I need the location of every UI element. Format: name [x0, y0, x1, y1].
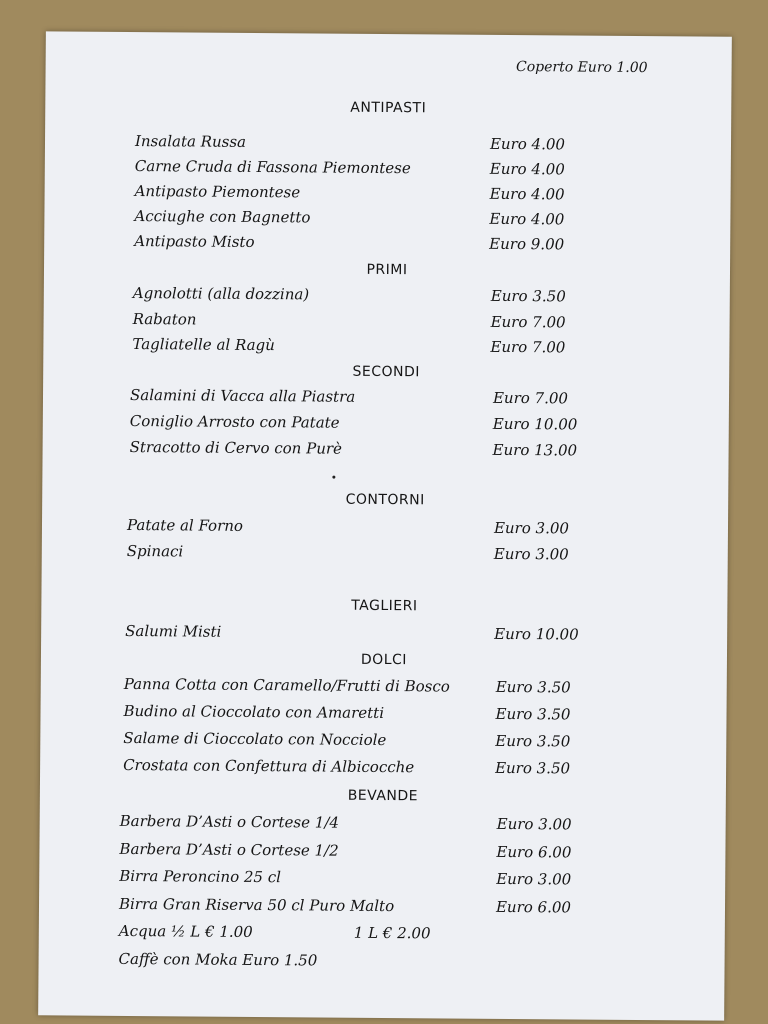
- menu-item-name: Budino al Cioccolato con Amaretti: [123, 701, 385, 722]
- menu-item-name: Caffè con Moka Euro 1.50: [118, 949, 318, 969]
- menu-item-price: Euro 4.00: [489, 159, 565, 179]
- menu-item-name: Panna Cotta con Caramello/Frutti di Bosco: [123, 674, 450, 696]
- section-contorni: CONTORNI: [345, 491, 425, 509]
- menu-item-name: Antipasto Misto: [134, 232, 255, 251]
- menu-item-price: Euro 10.00: [492, 414, 578, 434]
- stray-dot: [332, 476, 335, 479]
- section-antipasti: ANTIPASTI: [350, 99, 427, 117]
- menu-item-name: Insalata Russa: [134, 132, 247, 151]
- menu-item-name: Spinaci: [126, 541, 184, 561]
- section-taglieri: TAGLIERI: [351, 597, 418, 615]
- menu-item-name: Tagliatelle al Ragù: [132, 335, 275, 355]
- menu-item-name: Agnolotti (alla dozzina): [132, 284, 310, 304]
- section-dolci: DOLCI: [360, 651, 408, 669]
- menu-item-name: Crostata con Confettura di Albicocche: [123, 755, 415, 777]
- menu-item-name: Birra Gran Riserva 50 cl Puro Malto: [118, 894, 395, 915]
- menu-item-name: Coniglio Arrosto con Patate: [129, 411, 340, 432]
- menu-item-price: Euro 3.00: [496, 814, 572, 834]
- menu-item-name: Salumi Misti: [125, 621, 222, 641]
- menu-item-name: Salame di Cioccolato con Nocciole: [123, 728, 387, 750]
- menu-item-name: Antipasto Piemontese: [134, 182, 301, 202]
- menu-item-price: Euro 3.50: [495, 677, 571, 697]
- menu-item-price: Euro 3.50: [495, 731, 571, 751]
- menu-item-name: Barbera D’Asti o Cortese 1/2: [119, 839, 339, 860]
- section-primi: PRIMI: [366, 261, 408, 279]
- menu-item-name: Carne Cruda di Fassona Piemontese: [134, 157, 411, 178]
- section-bevande: BEVANDE: [347, 787, 419, 805]
- menu-item-price: Euro 6.00: [495, 897, 572, 916]
- menu-item-name: Patate al Forno: [126, 515, 244, 535]
- menu-item-price: Euro 7.00: [492, 388, 569, 408]
- menu-item-price: Euro 10.00: [494, 624, 579, 644]
- menu-item-price: Euro 3.50: [495, 704, 571, 724]
- menu-item-name: Stracotto di Cervo con Purè: [129, 437, 343, 458]
- menu-item-price: Euro 9.00: [489, 234, 565, 254]
- section-secondi: SECONDI: [352, 363, 420, 381]
- menu-item-price: Euro 4.00: [489, 209, 565, 229]
- menu-item-price: Euro 4.00: [489, 184, 565, 204]
- menu-item-price: Euro 4.00: [489, 134, 566, 154]
- menu-item-price: Euro 13.00: [492, 440, 578, 460]
- cover-charge: Coperto Euro 1.00: [515, 59, 648, 77]
- menu-item-name: Acciughe con Bagnetto: [134, 207, 311, 227]
- menu-item-price: Euro 7.00: [490, 312, 566, 331]
- menu-item-price: Euro 3.00: [496, 869, 572, 889]
- menu-sheet: [38, 31, 732, 1020]
- menu-item-price: Euro 3.50: [490, 286, 566, 306]
- menu-item-price: 1 L € 2.00: [353, 923, 431, 943]
- menu-item-price: Euro 6.00: [496, 842, 572, 861]
- menu-item-name: Salamini di Vacca alla Piastra: [129, 385, 356, 406]
- menu-item-name: Barbera D’Asti o Cortese 1/4: [119, 811, 340, 832]
- menu-item-name: Acqua ½ L € 1.00: [118, 921, 253, 941]
- menu-item-name: Rabaton: [132, 309, 197, 329]
- menu-item-price: Euro 7.00: [490, 337, 566, 357]
- menu-item-name: Birra Peroncino 25 cl: [119, 866, 282, 887]
- menu-item-price: Euro 3.50: [495, 758, 571, 778]
- menu-item-price: Euro 3.00: [493, 518, 570, 538]
- menu-item-price: Euro 3.00: [493, 544, 569, 564]
